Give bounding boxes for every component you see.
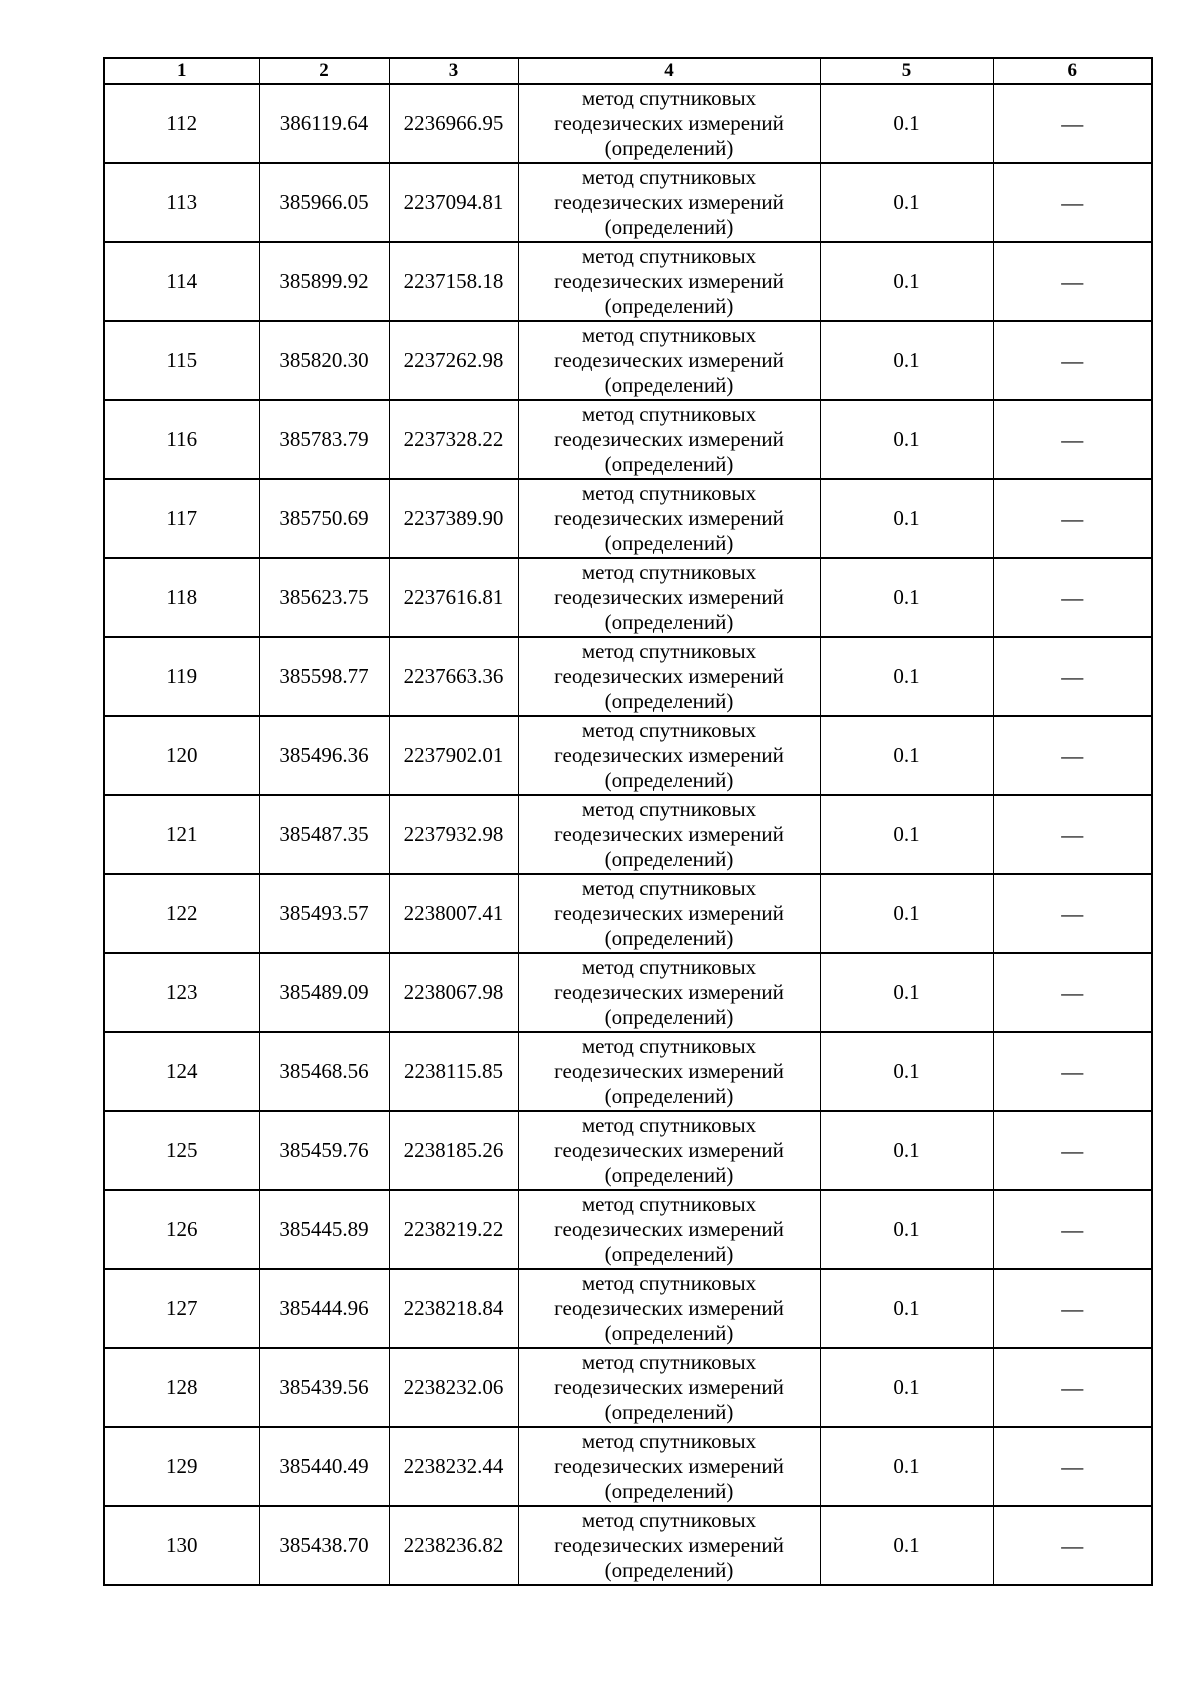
note-cell: — <box>993 637 1152 716</box>
point-number-cell: 126 <box>104 1190 259 1269</box>
method-cell: метод спутниковых геодезических измерений (определений) <box>518 84 820 163</box>
y-coordinate-cell: 2238067.98 <box>389 953 518 1032</box>
accuracy-cell: 0.1 <box>820 716 993 795</box>
x-coordinate-cell: 385439.56 <box>259 1348 389 1427</box>
y-coordinate-cell: 2237932.98 <box>389 795 518 874</box>
column-header-3: 3 <box>389 58 518 84</box>
accuracy-cell: 0.1 <box>820 163 993 242</box>
coordinates-table <box>103 57 1153 1586</box>
x-coordinate-cell: 385750.69 <box>259 479 389 558</box>
accuracy-cell: 0.1 <box>820 1111 993 1190</box>
note-cell: — <box>993 1269 1152 1348</box>
column-header-4: 4 <box>518 58 820 84</box>
method-cell: метод спутниковых геодезических измерений (определений) <box>518 163 820 242</box>
y-coordinate-cell: 2238232.44 <box>389 1427 518 1506</box>
x-coordinate-cell: 385487.35 <box>259 795 389 874</box>
point-number-cell: 128 <box>104 1348 259 1427</box>
x-coordinate-cell: 385438.70 <box>259 1506 389 1585</box>
accuracy-cell: 0.1 <box>820 1190 993 1269</box>
method-cell: метод спутниковых геодезических измерений (определений) <box>518 716 820 795</box>
table-row <box>104 874 1152 953</box>
note-cell: — <box>993 874 1152 953</box>
point-number-cell: 124 <box>104 1032 259 1111</box>
x-coordinate-cell: 385820.30 <box>259 321 389 400</box>
table-row <box>104 479 1152 558</box>
point-number-cell: 121 <box>104 795 259 874</box>
y-coordinate-cell: 2238219.22 <box>389 1190 518 1269</box>
table-row <box>104 242 1152 321</box>
y-coordinate-cell: 2237094.81 <box>389 163 518 242</box>
y-coordinate-cell: 2237389.90 <box>389 479 518 558</box>
y-coordinate-cell: 2238115.85 <box>389 1032 518 1111</box>
x-coordinate-cell: 385966.05 <box>259 163 389 242</box>
column-header-6: 6 <box>993 58 1152 84</box>
accuracy-cell: 0.1 <box>820 1348 993 1427</box>
point-number-cell: 114 <box>104 242 259 321</box>
point-number-cell: 125 <box>104 1111 259 1190</box>
accuracy-cell: 0.1 <box>820 637 993 716</box>
method-cell: метод спутниковых геодезических измерений (определений) <box>518 400 820 479</box>
y-coordinate-cell: 2237262.98 <box>389 321 518 400</box>
x-coordinate-cell: 385444.96 <box>259 1269 389 1348</box>
method-cell: метод спутниковых геодезических измерений (определений) <box>518 1506 820 1585</box>
y-coordinate-cell: 2237328.22 <box>389 400 518 479</box>
point-number-cell: 123 <box>104 953 259 1032</box>
x-coordinate-cell: 385899.92 <box>259 242 389 321</box>
table-row <box>104 163 1152 242</box>
x-coordinate-cell: 385623.75 <box>259 558 389 637</box>
column-header-2: 2 <box>259 58 389 84</box>
y-coordinate-cell: 2238218.84 <box>389 1269 518 1348</box>
method-cell: метод спутниковых геодезических измерений (определений) <box>518 1269 820 1348</box>
note-cell: — <box>993 1506 1152 1585</box>
y-coordinate-cell: 2237158.18 <box>389 242 518 321</box>
method-cell: метод спутниковых геодезических измерений (определений) <box>518 874 820 953</box>
note-cell: — <box>993 84 1152 163</box>
point-number-cell: 130 <box>104 1506 259 1585</box>
y-coordinate-cell: 2236966.95 <box>389 84 518 163</box>
method-cell: метод спутниковых геодезических измерений (определений) <box>518 637 820 716</box>
x-coordinate-cell: 385459.76 <box>259 1111 389 1190</box>
accuracy-cell: 0.1 <box>820 242 993 321</box>
note-cell: — <box>993 795 1152 874</box>
point-number-cell: 112 <box>104 84 259 163</box>
x-coordinate-cell: 385783.79 <box>259 400 389 479</box>
accuracy-cell: 0.1 <box>820 479 993 558</box>
method-cell: метод спутниковых геодезических измерений (определений) <box>518 1032 820 1111</box>
x-coordinate-cell: 386119.64 <box>259 84 389 163</box>
table-row <box>104 321 1152 400</box>
table-row <box>104 1190 1152 1269</box>
table-body <box>104 84 1152 1585</box>
method-cell: метод спутниковых геодезических измерений (определений) <box>518 479 820 558</box>
table-row <box>104 637 1152 716</box>
table-row <box>104 558 1152 637</box>
note-cell: — <box>993 558 1152 637</box>
x-coordinate-cell: 385468.56 <box>259 1032 389 1111</box>
table-row <box>104 1269 1152 1348</box>
method-cell: метод спутниковых геодезических измерений (определений) <box>518 1427 820 1506</box>
column-header-5: 5 <box>820 58 993 84</box>
accuracy-cell: 0.1 <box>820 795 993 874</box>
table-row <box>104 1032 1152 1111</box>
note-cell: — <box>993 400 1152 479</box>
note-cell: — <box>993 953 1152 1032</box>
method-cell: метод спутниковых геодезических измерений (определений) <box>518 795 820 874</box>
method-cell: метод спутниковых геодезических измерений (определений) <box>518 1111 820 1190</box>
point-number-cell: 116 <box>104 400 259 479</box>
method-cell: метод спутниковых геодезических измерений (определений) <box>518 558 820 637</box>
note-cell: — <box>993 1111 1152 1190</box>
point-number-cell: 120 <box>104 716 259 795</box>
note-cell: — <box>993 1032 1152 1111</box>
accuracy-cell: 0.1 <box>820 321 993 400</box>
accuracy-cell: 0.1 <box>820 400 993 479</box>
accuracy-cell: 0.1 <box>820 874 993 953</box>
note-cell: — <box>993 1190 1152 1269</box>
x-coordinate-cell: 385489.09 <box>259 953 389 1032</box>
table-row <box>104 716 1152 795</box>
accuracy-cell: 0.1 <box>820 84 993 163</box>
note-cell: — <box>993 1348 1152 1427</box>
point-number-cell: 119 <box>104 637 259 716</box>
y-coordinate-cell: 2238185.26 <box>389 1111 518 1190</box>
note-cell: — <box>993 321 1152 400</box>
point-number-cell: 117 <box>104 479 259 558</box>
x-coordinate-cell: 385493.57 <box>259 874 389 953</box>
x-coordinate-cell: 385496.36 <box>259 716 389 795</box>
note-cell: — <box>993 242 1152 321</box>
point-number-cell: 122 <box>104 874 259 953</box>
table-row <box>104 1427 1152 1506</box>
method-cell: метод спутниковых геодезических измерений (определений) <box>518 242 820 321</box>
point-number-cell: 118 <box>104 558 259 637</box>
table-header <box>104 58 1152 84</box>
note-cell: — <box>993 716 1152 795</box>
table-row <box>104 953 1152 1032</box>
x-coordinate-cell: 385445.89 <box>259 1190 389 1269</box>
note-cell: — <box>993 1427 1152 1506</box>
y-coordinate-cell: 2237616.81 <box>389 558 518 637</box>
column-header-1: 1 <box>104 58 259 84</box>
table-row <box>104 84 1152 163</box>
point-number-cell: 115 <box>104 321 259 400</box>
y-coordinate-cell: 2237663.36 <box>389 637 518 716</box>
method-cell: метод спутниковых геодезических измерений (определений) <box>518 953 820 1032</box>
point-number-cell: 127 <box>104 1269 259 1348</box>
table-row <box>104 1506 1152 1585</box>
table-row <box>104 1348 1152 1427</box>
method-cell: метод спутниковых геодезических измерений (определений) <box>518 1190 820 1269</box>
accuracy-cell: 0.1 <box>820 558 993 637</box>
note-cell: — <box>993 163 1152 242</box>
accuracy-cell: 0.1 <box>820 953 993 1032</box>
x-coordinate-cell: 385440.49 <box>259 1427 389 1506</box>
table-row <box>104 795 1152 874</box>
point-number-cell: 113 <box>104 163 259 242</box>
accuracy-cell: 0.1 <box>820 1427 993 1506</box>
point-number-cell: 129 <box>104 1427 259 1506</box>
y-coordinate-cell: 2238236.82 <box>389 1506 518 1585</box>
y-coordinate-cell: 2237902.01 <box>389 716 518 795</box>
accuracy-cell: 0.1 <box>820 1506 993 1585</box>
x-coordinate-cell: 385598.77 <box>259 637 389 716</box>
table-row <box>104 1111 1152 1190</box>
note-cell: — <box>993 479 1152 558</box>
method-cell: метод спутниковых геодезических измерений (определений) <box>518 1348 820 1427</box>
method-cell: метод спутниковых геодезических измерений (определений) <box>518 321 820 400</box>
header-row <box>104 58 1152 84</box>
accuracy-cell: 0.1 <box>820 1269 993 1348</box>
y-coordinate-cell: 2238007.41 <box>389 874 518 953</box>
table-row <box>104 400 1152 479</box>
accuracy-cell: 0.1 <box>820 1032 993 1111</box>
y-coordinate-cell: 2238232.06 <box>389 1348 518 1427</box>
